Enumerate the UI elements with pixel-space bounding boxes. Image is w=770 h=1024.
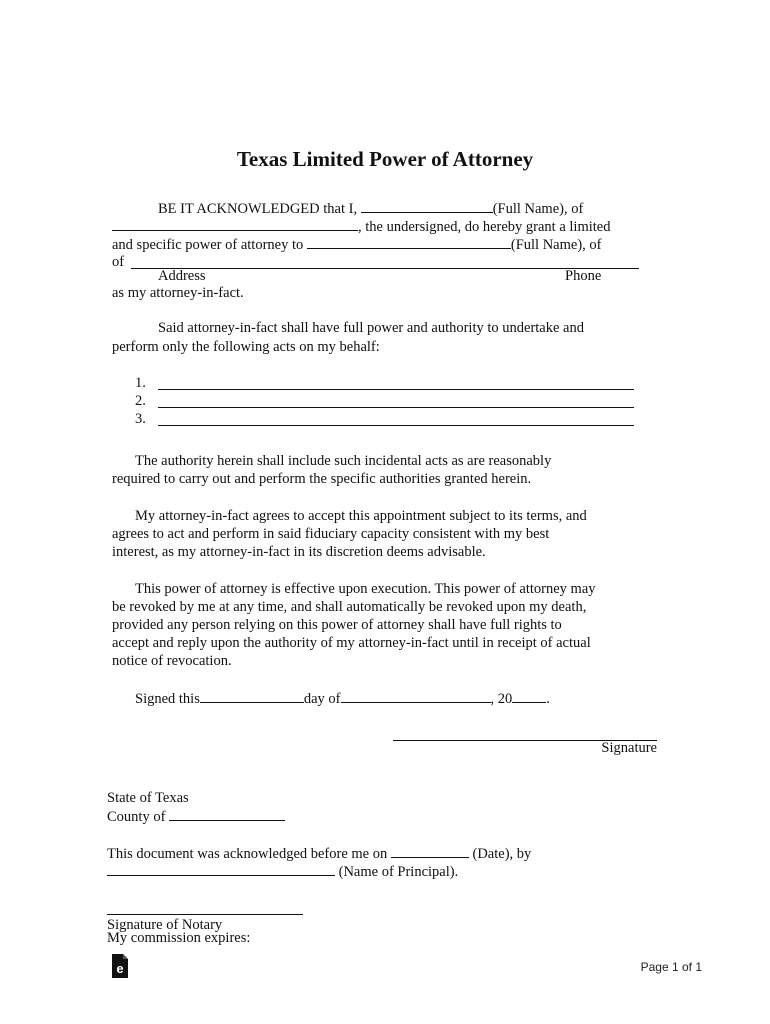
notary-county-blank[interactable]: [169, 808, 285, 821]
notary-ack-start: This document was acknowledged before me on: [107, 846, 388, 862]
notary-state: State of Texas: [107, 790, 189, 806]
intro-line-2-text: , the undersigned, do hereby grant a limited: [358, 219, 611, 235]
principal-label: (Name of Principal).: [338, 864, 459, 880]
signed-this-label: Signed this: [135, 691, 200, 707]
act-line-1[interactable]: [158, 389, 634, 390]
intro-line-1: [158, 200, 583, 218]
grantor-address-blank[interactable]: [112, 218, 358, 231]
phone-label: Phone: [565, 268, 602, 284]
grantor-name-blank[interactable]: [361, 200, 493, 213]
svg-text:e: e: [116, 961, 124, 976]
notary-signature-label: Signature of Notary: [107, 917, 223, 933]
signed-day-of-label: day of: [303, 691, 341, 707]
notary-principal-line: [107, 863, 458, 881]
signed-year-label: , 20: [490, 691, 513, 707]
signed-period: .: [546, 691, 550, 707]
attorney-name-blank[interactable]: [307, 236, 511, 249]
signed-line: [135, 690, 550, 708]
intro-line-3-start: and specific power of attorney to: [112, 237, 304, 253]
act-number-1: 1.: [135, 375, 146, 391]
effective-line-1: This power of attorney is effective upon execution. This power of attorney may: [135, 581, 596, 597]
act-number-3: 3.: [135, 411, 146, 427]
effective-line-5: notice of revocation.: [112, 653, 232, 669]
address-label: Address: [158, 268, 206, 284]
act-number-2: 2.: [135, 393, 146, 409]
notary-county-label: County of: [107, 809, 166, 825]
attorney-address-line[interactable]: [131, 268, 639, 269]
accept-line-1: My attorney-in-fact agrees to accept this appointment subject to its terms, and: [135, 508, 587, 524]
signed-month-blank[interactable]: [341, 690, 491, 703]
notary-commission-label: My commission expires:: [107, 930, 251, 946]
intro-line-1-start: BE IT ACKNOWLEDGED that I,: [158, 201, 358, 217]
page-number: Page 1 of 1: [640, 960, 702, 974]
act-line-3[interactable]: [158, 425, 634, 426]
notary-signature-line[interactable]: [107, 914, 303, 915]
incidental-line-1: The authority herein shall include such incidental acts as are reasonably: [135, 453, 552, 469]
intro-line-3-end: (Full Name), of: [510, 237, 602, 253]
intro-line-5: as my attorney-in-fact.: [112, 285, 244, 301]
eforms-logo-icon: [110, 953, 130, 979]
incidental-line-2: required to carry out and perform the specific authorities granted herein.: [112, 471, 532, 487]
acts-para-line-2: perform only the following acts on my behalf:: [112, 339, 380, 355]
accept-line-2: agrees to act and perform in said fiduciary capacity consistent with my best: [112, 526, 550, 542]
intro-line-4-label: of: [112, 254, 125, 270]
principal-name-blank[interactable]: [107, 863, 335, 876]
accept-line-3: interest, as my attorney-in-fact in its discretion deems advisable.: [112, 544, 486, 560]
signature-label: Signature: [601, 740, 657, 756]
notary-date-blank[interactable]: [391, 845, 469, 858]
act-line-2[interactable]: [158, 407, 634, 408]
intro-line-3: [112, 236, 601, 254]
effective-line-4: accept and reply upon the authority of my attorney-in-fact until in receipt of actual: [112, 635, 591, 651]
document-title: Texas Limited Power of Attorney: [236, 147, 534, 171]
acts-para-line-1: Said attorney-in-fact shall have full power and authority to undertake and: [158, 320, 584, 336]
notary-ack-end: (Date), by: [472, 846, 532, 862]
signed-year-blank[interactable]: [512, 690, 546, 703]
notary-county-line: [107, 808, 285, 826]
intro-line-2: [112, 218, 610, 236]
effective-line-2: be revoked by me at any time, and shall automatically be revoked upon my death,: [112, 599, 587, 615]
intro-line-1-end: (Full Name), of: [492, 201, 584, 217]
effective-line-3: provided any person relying on this power of attorney shall have full rights to: [112, 617, 562, 633]
notary-ack-line: [107, 845, 531, 863]
signed-day-blank[interactable]: [200, 690, 304, 703]
